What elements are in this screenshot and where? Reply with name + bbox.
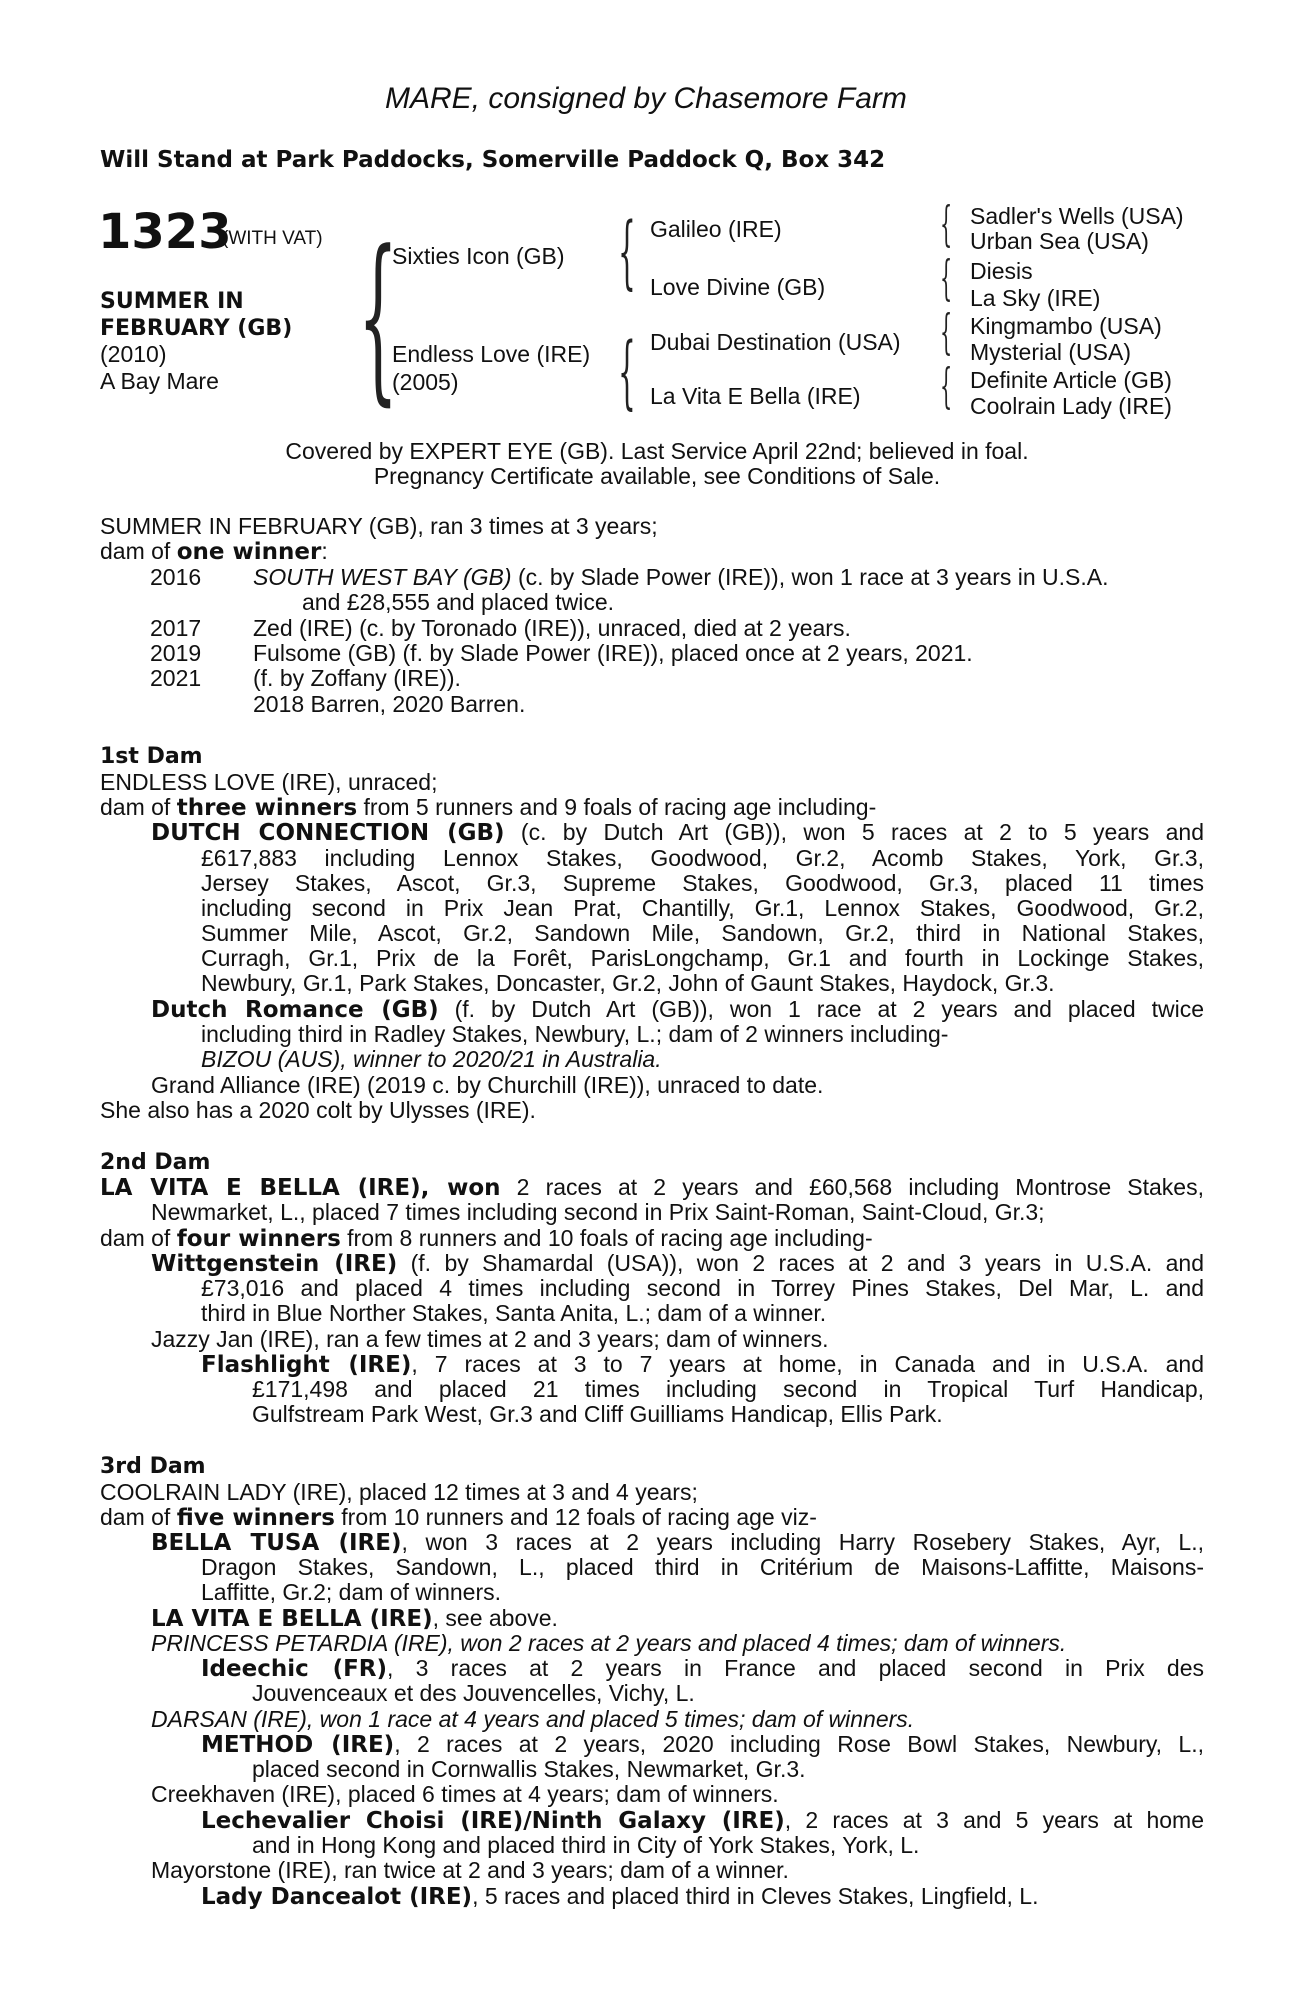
produce-record-2021: (f. by Zoffany (IRE)). (253, 665, 461, 691)
pedigree-dss: Kingmambo (USA) (970, 313, 1162, 339)
first-dam-line2: dam of three winners from 5 runners and 9 foals of racing age including- (100, 794, 877, 821)
pedigree-brace-3a: { (940, 196, 953, 252)
produce-barren: 2018 Barren, 2020 Barren. (253, 691, 526, 717)
dutch-connection-line2: £617,883 including Lennox Stakes, Goodwood, Gr.2, Acomb Stakes, York, Gr.3, (201, 845, 1204, 871)
pedigree-ddd: Coolrain Lady (IRE) (970, 393, 1172, 419)
produce-year-2019: 2019 (150, 640, 202, 666)
third-dam-line2: dam of five winners from 10 runners and 12 foals of racing age viz- (100, 1504, 817, 1531)
lot-number: 1323 (98, 204, 232, 260)
bizou-line: BIZOU (AUS), winner to 2020/21 in Australia. (201, 1046, 662, 1072)
horse-name-line2: FEBRUARY (GB) (100, 316, 293, 341)
third-dam-heading: 3rd Dam (100, 1454, 206, 1479)
pedigree-dsd: Mysterial (USA) (970, 339, 1132, 365)
pedigree-sire-dam: Love Divine (GB) (650, 274, 826, 300)
ideechic-line2: Jouvenceaux et des Jouvencelles, Vichy, L. (252, 1680, 695, 1706)
third-dam-line1: COOLRAIN LADY (IRE), placed 12 times at 3 and 4 years; (100, 1479, 698, 1505)
flashlight-line1: Flashlight (IRE), 7 races at 3 to 7 years at home, in Canada and in U.S.A. and (201, 1351, 1204, 1378)
pedigree-brace-3b: { (940, 250, 953, 306)
princess-petardia-line: PRINCESS PETARDIA (IRE), won 2 races at 2 years and placed 4 times; dam of winners. (151, 1630, 1067, 1656)
second-dam-heading: 2nd Dam (100, 1150, 211, 1175)
flashlight-line2: £171,498 and placed 21 times including second in Tropical Turf Handicap, (252, 1376, 1204, 1402)
dutch-connection-line6: Curragh, Gr.1, Prix de la Forêt, ParisLongchamp, Gr.1 and fourth in Lockinge Stakes, (201, 945, 1204, 971)
horse-name-line1: SUMMER IN (100, 289, 244, 314)
method-line2: placed second in Cornwallis Stakes, Newmarket, Gr.3. (252, 1756, 806, 1782)
pedigree-dam-dam: La Vita E Bella (IRE) (650, 383, 861, 409)
bella-tusa-line2: Dragon Stakes, Sandown, L., placed third in Critérium de Maisons-Laffitte, Maisons- (201, 1554, 1204, 1580)
covered-line1: Covered by EXPERT EYE (GB). Last Service April 22nd; believed in foal. (285, 438, 1029, 464)
second-dam-line3: dam of four winners from 8 runners and 10 foals of racing age including- (100, 1225, 873, 1252)
wittgenstein-line2: £73,016 and placed 4 times including second in Torrey Pines Stakes, Del Mar, L. and (201, 1275, 1204, 1301)
produce-record-2016: SOUTH WEST BAY (GB) (c. by Slade Power (IRE)), won 1 race at 3 years in U.S.A. (253, 564, 1109, 590)
vat-note: (WITH VAT) (222, 228, 323, 249)
produce-record-2019: Fulsome (GB) (f. by Slade Power (IRE)), placed once at 2 years, 2021. (253, 640, 973, 666)
mare-consignor-line: MARE, consigned by Chasemore Farm (385, 82, 907, 115)
pedigree-dam-sire: Dubai Destination (USA) (650, 329, 901, 355)
pedigree-brace-1: { (358, 213, 399, 422)
horse-year: (2010) (100, 341, 167, 367)
stand-location-line: Will Stand at Park Paddocks, Somerville Paddock Q, Box 342 (100, 147, 886, 173)
produce-record-2016-cont: and £28,555 and placed twice. (302, 589, 615, 615)
first-dam-line1: ENDLESS LOVE (IRE), unraced; (100, 769, 438, 795)
flashlight-line3: Gulfstream Park West, Gr.3 and Cliff Guilliams Handicap, Ellis Park. (252, 1401, 943, 1427)
pedigree-brace-2b: { (618, 325, 636, 418)
produce-record-2017: Zed (IRE) (c. by Toronado (IRE)), unraced, died at 2 years. (253, 615, 851, 641)
darsan-line: DARSAN (IRE), won 1 race at 4 years and placed 5 times; dam of winners. (151, 1706, 915, 1732)
dutch-romance-line1: Dutch Romance (GB) (f. by Dutch Art (GB)), won 1 race at 2 years and placed twice (151, 996, 1204, 1023)
horse-description: A Bay Mare (100, 368, 219, 394)
pedigree-dam: Endless Love (IRE) (392, 341, 591, 367)
lady-dancealot-line: Lady Dancealot (IRE), 5 races and placed third in Cleves Stakes, Lingfield, L. (201, 1883, 1039, 1910)
produce-year-2021: 2021 (150, 665, 202, 691)
produce-year-2016: 2016 (150, 564, 202, 590)
pedigree-sds: Diesis (970, 258, 1033, 284)
colt-line: She also has a 2020 colt by Ulysses (IRE). (100, 1097, 536, 1123)
first-dam-heading: 1st Dam (100, 744, 203, 769)
pedigree-dam-year: (2005) (392, 369, 459, 395)
lechevalier-line1: Lechevalier Choisi (IRE)/Ninth Galaxy (IRE), 2 races at 3 and 5 years at home (201, 1807, 1204, 1834)
la-vita-e-bella-line: LA VITA E BELLA (IRE), see above. (151, 1605, 558, 1632)
pedigree-dds: Definite Article (GB) (970, 367, 1172, 393)
produce-dam-of: dam of one winner: (100, 538, 328, 565)
dutch-romance-line2: including third in Radley Stakes, Newbury, L.; dam of 2 winners including- (201, 1021, 949, 1047)
pedigree-sdd: La Sky (IRE) (970, 285, 1101, 311)
pedigree-brace-3d: { (940, 358, 953, 414)
ideechic-line1: Ideechic (FR), 3 races at 2 years in France and placed second in Prix des (201, 1655, 1205, 1682)
second-dam-line1: LA VITA E BELLA (IRE), won 2 races at 2 years and £60,568 including Montrose Stakes, (100, 1174, 1204, 1201)
dutch-connection-line5: Summer Mile, Ascot, Gr.2, Sandown Mile, Sandown, Gr.2, third in National Stakes, (201, 920, 1204, 946)
dutch-connection-line1: DUTCH CONNECTION (GB) (c. by Dutch Art (GB)), won 5 races at 2 to 5 years and (151, 819, 1204, 846)
pedigree-sss: Sadler's Wells (USA) (970, 203, 1184, 229)
method-line1: METHOD (IRE), 2 races at 2 years, 2020 including Rose Bowl Stakes, Newbury, L., (201, 1731, 1204, 1758)
jazzy-jan-line: Jazzy Jan (IRE), ran a few times at 2 and 3 years; dam of winners. (151, 1326, 829, 1352)
pedigree-ssd: Urban Sea (USA) (970, 228, 1149, 254)
bella-tusa-line1: BELLA TUSA (IRE), won 3 races at 2 years including Harry Rosebery Stakes, Ayr, L., (151, 1529, 1204, 1556)
second-dam-line2: Newmarket, L., placed 7 times including second in Prix Saint-Roman, Saint-Cloud, Gr.3; (151, 1199, 1045, 1225)
covered-line2: Pregnancy Certificate available, see Conditions of Sale. (373, 463, 941, 489)
grand-alliance-line: Grand Alliance (IRE) (2019 c. by Churchill (IRE)), unraced to date. (151, 1072, 824, 1098)
dutch-connection-line4: including second in Prix Jean Prat, Chantilly, Gr.1, Lennox Stakes, Goodwood, Gr.2, (201, 895, 1204, 921)
dutch-connection-line3: Jersey Stakes, Ascot, Gr.3, Supreme Stakes, Goodwood, Gr.3, placed 11 times (201, 870, 1204, 896)
wittgenstein-line3: third in Blue Norther Stakes, Santa Anita, L.; dam of a winner. (201, 1300, 827, 1326)
lechevalier-line2: and in Hong Kong and placed third in City of York Stakes, York, L. (252, 1832, 920, 1858)
pedigree-sire: Sixties Icon (GB) (392, 243, 565, 269)
pedigree-brace-3c: { (940, 304, 953, 360)
bella-tusa-line3: Laffitte, Gr.2; dam of winners. (201, 1579, 501, 1605)
wittgenstein-line1: Wittgenstein (IRE) (f. by Shamardal (USA)), won 2 races at 2 and 3 years in U.S.A. and (151, 1250, 1204, 1277)
mayorstone-line: Mayorstone (IRE), ran twice at 2 and 3 years; dam of a winner. (151, 1857, 789, 1883)
creekhaven-line: Creekhaven (IRE), placed 6 times at 4 years; dam of winners. (151, 1781, 779, 1807)
dutch-connection-line7: Newbury, Gr.1, Park Stakes, Doncaster, Gr.2, John of Gaunt Stakes, Haydock, Gr.3. (201, 970, 1055, 996)
produce-year-2017: 2017 (150, 615, 202, 641)
produce-intro: SUMMER IN FEBRUARY (GB), ran 3 times at 3 years; (100, 513, 658, 539)
pedigree-sire-sire: Galileo (IRE) (650, 216, 782, 242)
pedigree-brace-2a: { (618, 205, 636, 298)
